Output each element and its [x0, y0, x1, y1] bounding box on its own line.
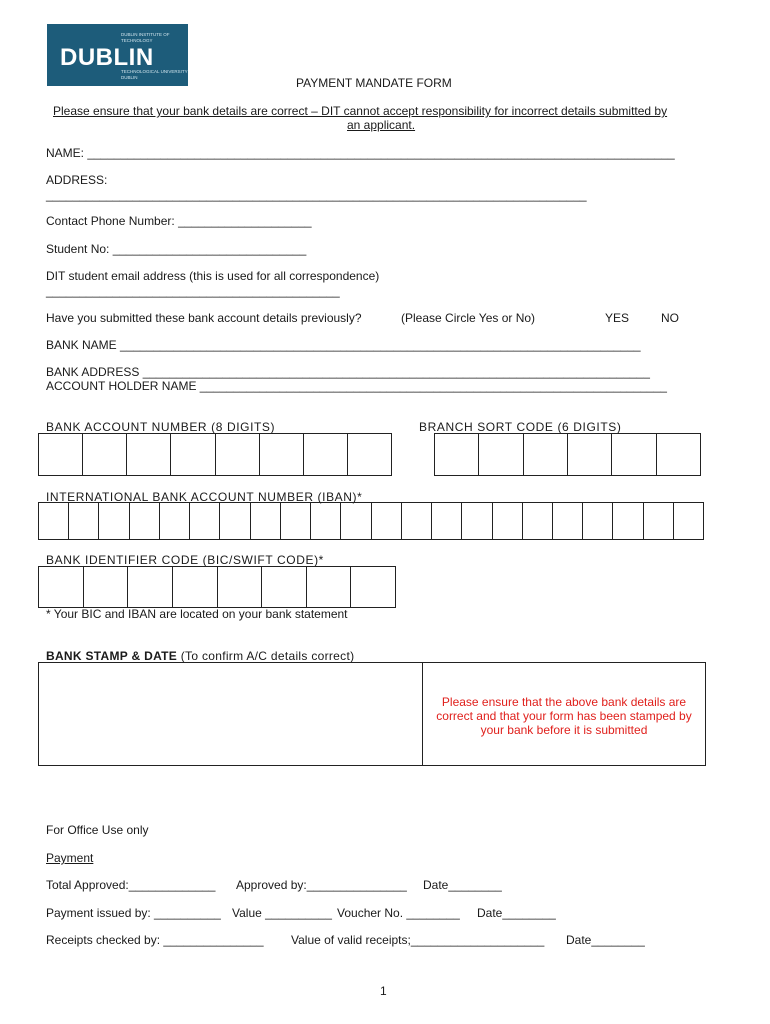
bank-name-field[interactable]: BANK NAME ______________________________________________________________________________	[46, 338, 641, 352]
digit-cell[interactable]	[348, 434, 391, 475]
stamp-divider	[422, 663, 423, 765]
student-no-field[interactable]: Student No: _____________________________	[46, 242, 307, 256]
circle-instruction: (Please Circle Yes or No)	[401, 311, 536, 325]
digit-cell[interactable]	[583, 503, 613, 539]
no-option[interactable]: NO	[661, 311, 679, 325]
digit-cell[interactable]	[84, 567, 129, 607]
digit-cell[interactable]	[260, 434, 304, 475]
account-number-grid[interactable]	[38, 433, 392, 476]
bic-label: BANK IDENTIFIER CODE (BIC/SWIFT CODE)*	[46, 553, 324, 567]
digit-cell[interactable]	[435, 434, 479, 475]
digit-cell[interactable]	[69, 503, 99, 539]
digit-cell[interactable]	[493, 503, 523, 539]
digit-cell[interactable]	[613, 503, 643, 539]
digit-cell[interactable]	[128, 567, 173, 607]
notice-line2: an applicant.	[347, 118, 416, 132]
stamp-label-bold: BANK STAMP & DATE	[46, 649, 178, 663]
digit-cell[interactable]	[351, 567, 395, 607]
digit-cell[interactable]	[220, 503, 250, 539]
account-number-label: BANK ACCOUNT NUMBER (8 DIGITS)	[46, 420, 276, 434]
digit-cell[interactable]	[171, 434, 215, 475]
digit-cell[interactable]	[127, 434, 171, 475]
digit-cell[interactable]	[173, 567, 218, 607]
valid-receipts-field[interactable]: Value of valid receipts;____________________	[291, 933, 545, 947]
sort-code-grid[interactable]	[434, 433, 701, 476]
payment-issued-field[interactable]: Payment issued by: __________	[46, 906, 221, 920]
digit-cell[interactable]	[83, 434, 127, 475]
stamp-box	[38, 662, 706, 766]
digit-cell[interactable]	[251, 503, 281, 539]
office-heading: For Office Use only	[46, 823, 149, 837]
digit-cell[interactable]	[462, 503, 492, 539]
stamp-label	[46, 649, 354, 663]
stamp-label-rest: (To confirm A/C details correct)	[177, 649, 355, 663]
digit-cell[interactable]	[553, 503, 583, 539]
date-field-2[interactable]: Date________	[477, 906, 556, 920]
bic-footnote: * Your BIC and IBAN are located on your bank statement	[46, 607, 348, 621]
digit-cell[interactable]	[304, 434, 348, 475]
digit-cell[interactable]	[39, 503, 69, 539]
digit-cell[interactable]	[216, 434, 260, 475]
logo-line1: DUBLIN INSTITUTE OF TECHNOLOGY	[121, 32, 170, 43]
digit-cell[interactable]	[479, 434, 523, 475]
digit-cell[interactable]	[281, 503, 311, 539]
dublin-logo	[47, 24, 188, 86]
address-label: ADDRESS:	[46, 173, 108, 187]
logo-wordmark: DUBLIN	[60, 44, 154, 71]
digit-cell[interactable]	[523, 503, 553, 539]
sort-code-label: BRANCH SORT CODE (6 DIGITS)	[419, 420, 622, 434]
stamp-note: Please ensure that the above bank details are correct and that your form has been stamped by your bank before it is submitted	[436, 695, 692, 737]
iban-grid[interactable]	[38, 502, 704, 540]
date-field-3[interactable]: Date________	[566, 933, 645, 947]
email-label: DIT student email address (this is used for all correspondence)	[46, 269, 380, 283]
digit-cell[interactable]	[341, 503, 371, 539]
digit-cell[interactable]	[262, 567, 307, 607]
digit-cell[interactable]	[568, 434, 612, 475]
digit-cell[interactable]	[674, 503, 703, 539]
email-field[interactable]: ____________________________________________	[46, 284, 340, 298]
bank-address-field[interactable]: BANK ADDRESS ____________________________________________________________________________	[46, 365, 650, 379]
digit-cell[interactable]	[657, 434, 700, 475]
address-field[interactable]: _________________________________________________________________________________	[46, 188, 587, 202]
notice-line1: Please ensure that your bank details are correct – DIT cannot accept responsibility for incorrect details submitted by	[53, 104, 668, 118]
digit-cell[interactable]	[190, 503, 220, 539]
receipts-field[interactable]: Receipts checked by: _______________	[46, 933, 264, 947]
digit-cell[interactable]	[218, 567, 263, 607]
digit-cell[interactable]	[130, 503, 160, 539]
digit-cell[interactable]	[99, 503, 129, 539]
date-field-1[interactable]: Date________	[423, 878, 502, 892]
digit-cell[interactable]	[39, 567, 84, 607]
name-field[interactable]: NAME: ________________________________________________________________________________________	[46, 146, 675, 160]
iban-label: INTERNATIONAL BANK ACCOUNT NUMBER (IBAN)*	[46, 490, 363, 504]
submitted-question: Have you submitted these bank account details previously?	[46, 311, 362, 325]
phone-field[interactable]: Contact Phone Number: ____________________	[46, 214, 312, 228]
approved-by-field[interactable]: Approved by:_______________	[236, 878, 407, 892]
payment-heading: Payment	[46, 851, 94, 865]
yes-option[interactable]: YES	[605, 311, 630, 325]
digit-cell[interactable]	[524, 434, 568, 475]
logo-line2: TECHNOLOGICAL UNIVERSITY DUBLIN	[121, 69, 188, 80]
digit-cell[interactable]	[612, 434, 656, 475]
page-number: 1	[380, 984, 387, 998]
digit-cell[interactable]	[644, 503, 674, 539]
digit-cell[interactable]	[160, 503, 190, 539]
digit-cell[interactable]	[39, 434, 83, 475]
account-holder-field[interactable]: ACCOUNT HOLDER NAME ______________________________________________________________________	[46, 379, 667, 393]
value-field[interactable]: Value __________	[232, 906, 332, 920]
digit-cell[interactable]	[432, 503, 462, 539]
digit-cell[interactable]	[307, 567, 352, 607]
bic-grid[interactable]	[38, 566, 396, 608]
digit-cell[interactable]	[311, 503, 341, 539]
voucher-field[interactable]: Voucher No. ________	[337, 906, 460, 920]
digit-cell[interactable]	[402, 503, 432, 539]
total-approved-field[interactable]: Total Approved:_____________	[46, 878, 216, 892]
digit-cell[interactable]	[372, 503, 402, 539]
form-title: PAYMENT MANDATE FORM	[296, 76, 452, 90]
